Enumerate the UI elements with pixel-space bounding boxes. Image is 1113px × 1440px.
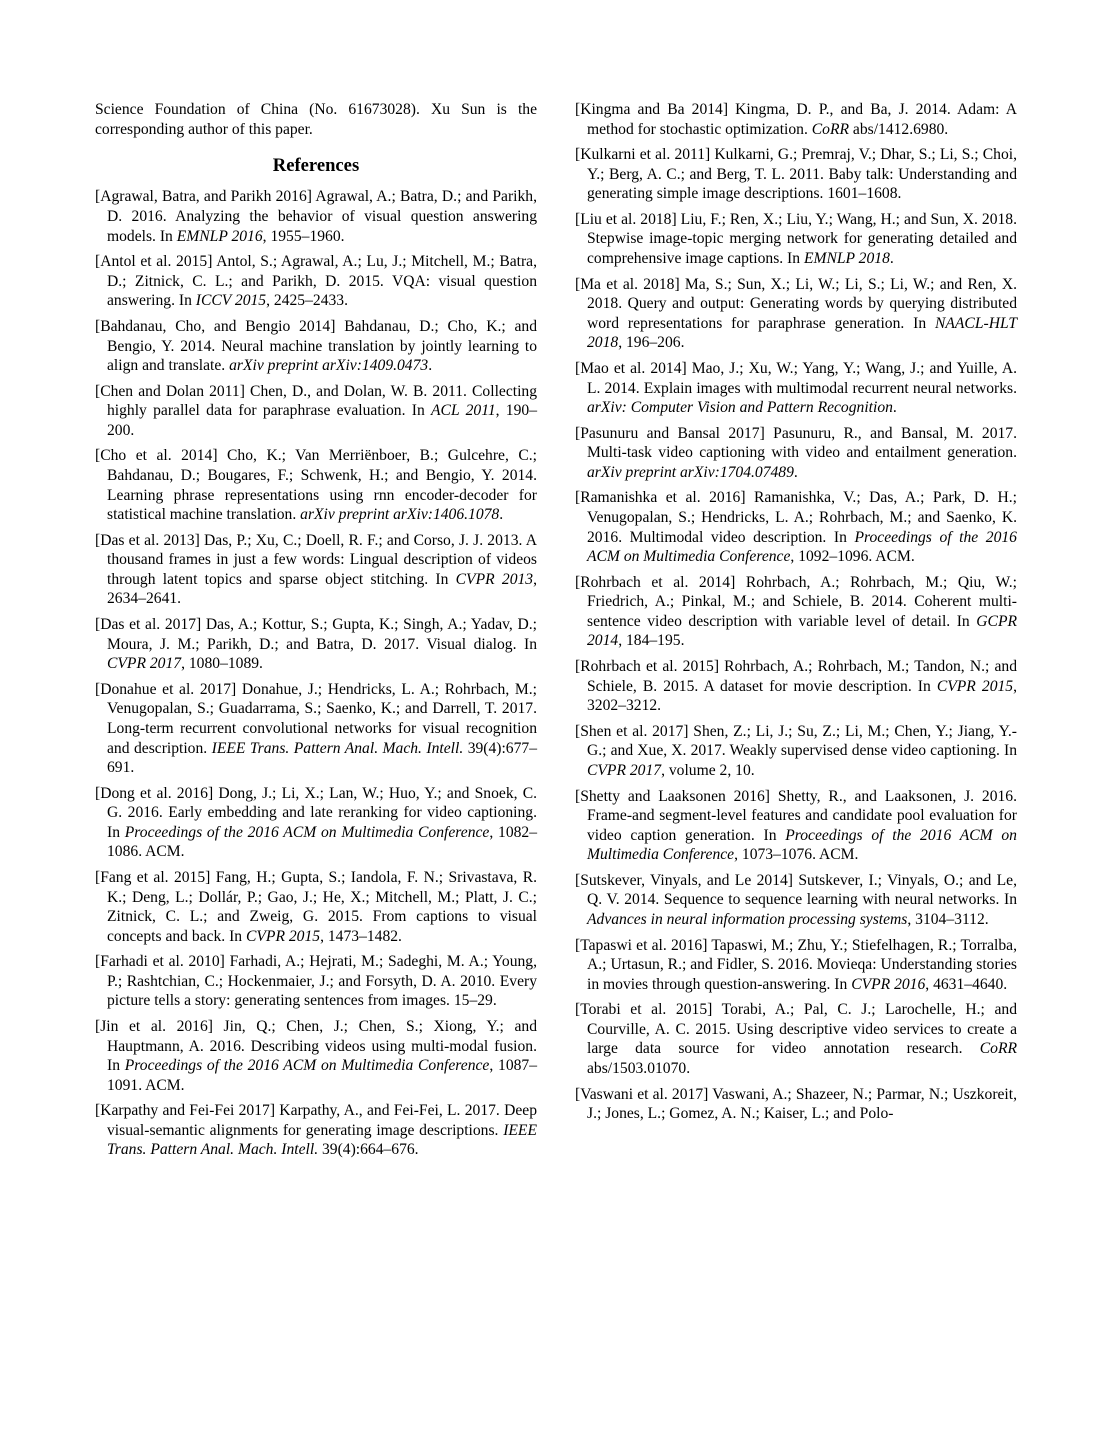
reference-venue: IEEE Trans. Pattern Anal. Mach. Intell.	[211, 739, 464, 757]
reference-text: , 1080–1089.	[181, 655, 263, 673]
reference-venue: NAACL-HLT 2018	[587, 314, 1017, 352]
reference-text: [Tapaswi et al. 2016] Tapaswi, M.; Zhu, Y.; Stiefelhagen, R.; Torralba, A.; Urtasun, R.; and Fidler, S. 2016. Movieqa: Understanding stories in movies through question-answering. In	[575, 936, 1017, 993]
column-right	[575, 100, 1017, 1166]
reference-entry	[575, 488, 1017, 566]
reference-text: [Dong et al. 2016] Dong, J.; Li, X.; Lan, W.; Huo, Y.; and Snoek, C. G. 2016. Early embedding and late reranking for video captioning. In	[95, 784, 537, 841]
reference-venue: CVPR 2017	[107, 655, 182, 673]
references-column-left	[95, 187, 537, 1160]
reference-text: , 3104–3112.	[907, 910, 989, 928]
reference-entry	[575, 359, 1017, 418]
reference-text: [Pasunuru and Bansal 2017] Pasunuru, R., and Bansal, M. 2017. Multi-task video captioning with video and entailment generation.	[575, 424, 1017, 462]
reference-entry	[575, 424, 1017, 483]
reference-venue: IEEE Trans. Pattern Anal. Mach. Intell.	[107, 1121, 537, 1159]
reference-venue: GCPR 2014	[587, 612, 1017, 650]
reference-text: [Vaswani et al. 2017] Vaswani, A.; Shazeer, N.; Parmar, N.; Uszkoreit, J.; Jones, L.; Gomez, A. N.; Kaiser, L.; and Polo-	[575, 1085, 1017, 1123]
reference-entry	[575, 100, 1017, 139]
reference-venue: EMNLP 2018	[803, 250, 890, 268]
reference-text: , 1955–1960.	[262, 227, 345, 245]
reference-text: , 190–200.	[107, 402, 537, 439]
reference-venue: EMNLP 2016	[176, 227, 263, 245]
reference-text: [Antol et al. 2015] Antol, S.; Agrawal, A.; Lu, J.; Mitchell, M.; Batra, D.; Zitnick, C. L.; and Parikh, D. 2015. VQA: visual question answering. In	[95, 253, 537, 310]
reference-text: , 1473–1482.	[320, 927, 402, 945]
reference-venue: Proceedings of the 2016 ACM on Multimedia Conference	[587, 528, 1017, 566]
reference-entry	[95, 382, 537, 441]
reference-text: [Mao et al. 2014] Mao, J.; Xu, W.; Yang, Y.; Wang, J.; and Yuille, A. L. 2014. Explain images with multimodal recurrent neural networks.	[575, 359, 1017, 397]
reference-venue: arXiv preprint arXiv:1406.1078	[300, 506, 500, 524]
reference-text: [Jin et al. 2016] Jin, Q.; Chen, J.; Chen, S.; Xiong, Y.; and Hauptmann, A. 2016. Describing videos using multi-modal fusion. In	[95, 1018, 537, 1075]
reference-venue: CVPR 2015	[936, 677, 1014, 695]
reference-venue: Proceedings of the 2016 ACM on Multimedia Conference	[124, 823, 490, 841]
acknowledgment-text: Science Foundation of China (No. 61673028). Xu Sun is the corresponding author of this paper.	[95, 101, 537, 138]
reference-text: , 1082–1086. ACM.	[107, 823, 537, 861]
reference-entry	[575, 1000, 1017, 1078]
reference-text: [Rohrbach et al. 2014] Rohrbach, A.; Rohrbach, M.; Qiu, W.; Friedrich, A.; Pinkal, M.; and Schiele, B. 2014. Coherent multi-sentence video description with variable level of detail. In	[575, 573, 1017, 630]
reference-entry	[575, 936, 1017, 995]
reference-venue: arXiv preprint arXiv:1704.07489	[587, 463, 794, 481]
reference-text: [Das et al. 2017] Das, A.; Kottur, S.; Gupta, K.; Singh, A.; Yadav, D.; Moura, J. M.; Parikh, D.; and Batra, D. 2017. Visual dialog. In	[95, 616, 537, 653]
reference-venue: CoRR	[979, 1040, 1017, 1058]
reference-text: , volume 2, 10.	[661, 761, 755, 779]
reference-text: [Kingma and Ba 2014] Kingma, D. P., and Ba, J. 2014. Adam: A method for stochastic optimization.	[575, 101, 1017, 138]
reference-text: [Shen et al. 2017] Shen, Z.; Li, J.; Su, Z.; Li, M.; Chen, Y.; Jiang, Y.-G.; and Xue, X. 2017. Weakly supervised dense video captioning. In	[575, 722, 1017, 760]
reference-entry	[575, 275, 1017, 353]
reference-text: [Ramanishka et al. 2016] Ramanishka, V.; Das, A.; Park, D. H.; Venugopalan, S.; Hendricks, L. A.; Rohrbach, M.; and Saenko, K. 2016. Multimodal video description. In	[575, 489, 1017, 546]
reference-text: [Kulkarni et al. 2011] Kulkarni, G.; Premraj, V.; Dhar, S.; Li, S.; Choi, Y.; Berg, A. C.; and Berg, T. L. 2011. Baby talk: Understanding and generating simple image descriptions. 1601–1608.	[575, 146, 1017, 203]
reference-text: [Donahue et al. 2017] Donahue, J.; Hendricks, L. A.; Rohrbach, M.; Venugopalan, S.; Guadarrama, S.; Saenko, K.; and Darrell, T. 2017. Long-term recurrent convolutional networks for visual recognition and description.	[95, 680, 537, 757]
reference-entry	[95, 1101, 537, 1160]
reference-entry	[95, 252, 537, 311]
reference-text: [Torabi et al. 2015] Torabi, A.; Pal, C. J.; Larochelle, H.; and Courville, A. C. 2015. Using descriptive video services to create a large data source for video annotation research.	[575, 1001, 1017, 1058]
reference-text: [Fang et al. 2015] Fang, H.; Gupta, S.; Iandola, F. N.; Srivastava, R. K.; Deng, L.; Dollár, P.; Gao, J.; He, X.; Mitchell, M.; Platt, J. C.; Zitnick, C. L.; and Zweig, G. 2015. From captions to visual concepts and back. In	[95, 868, 537, 945]
reference-entry	[95, 531, 537, 609]
reference-entry	[95, 615, 537, 674]
reference-entry	[95, 680, 537, 778]
reference-text: , 1073–1076. ACM.	[734, 846, 859, 864]
reference-venue: CVPR 2015	[246, 927, 321, 945]
reference-text: , 3202–3212.	[587, 677, 1017, 715]
reference-entry	[95, 868, 537, 946]
reference-venue: Advances in neural information processing systems	[587, 910, 908, 928]
reference-text: [Karpathy and Fei-Fei 2017] Karpathy, A., and Fei-Fei, L. 2017. Deep visual-semantic alignments for generating image descriptions.	[95, 1102, 537, 1139]
reference-entry	[575, 871, 1017, 930]
reference-venue: CVPR 2017	[587, 761, 662, 779]
reference-venue: CVPR 2016	[851, 975, 926, 993]
reference-text: , 184–195.	[618, 632, 685, 650]
reference-entry	[575, 722, 1017, 781]
column-left	[95, 100, 537, 1166]
reference-text: abs/1503.01070.	[587, 1060, 691, 1078]
reference-text: [Agrawal, Batra, and Parikh 2016] Agrawal, A.; Batra, D.; and Parikh, D. 2016. Analyzing the behavior of visual question answering models. In	[95, 188, 537, 245]
reference-text: , 2634–2641.	[107, 570, 537, 608]
reference-text: [Farhadi et al. 2010] Farhadi, A.; Hejrati, M.; Sadeghi, M. A.; Young, P.; Rashtchian, C.; Hockenmaier, J.; and Forsyth, D. A. 2010. Every picture tells a story: generating sentences from images. 15–29.	[95, 953, 537, 1010]
reference-venue: Proceedings of the 2016 ACM on Multimedia Conference	[587, 826, 1017, 864]
reference-text: , 1092–1096. ACM.	[790, 548, 915, 566]
reference-text: [Shetty and Laaksonen 2016] Shetty, R., and Laaksonen, J. 2016. Frame-and segment-level features and candidate pool evaluation for video caption generation. In	[575, 787, 1017, 844]
reference-text: .	[499, 506, 504, 524]
reference-entry	[575, 787, 1017, 865]
reference-venue: arXiv: Computer Vision and Pattern Recognition	[587, 399, 893, 417]
reference-text: , 196–206.	[618, 334, 685, 352]
reference-text: [Cho et al. 2014] Cho, K.; Van Merriënboer, B.; Gulcehre, C.; Bahdanau, D.; Bougares, F.; Schwenk, H.; and Bengio, Y. 2014. Learning phrase representations using rnn encoder-decoder for statistical machine translation.	[95, 447, 537, 524]
reference-text: [Ma et al. 2018] Ma, S.; Sun, X.; Li, W.; Li, S.; Li, W.; and Ren, X. 2018. Query and output: Generating words by querying distributed word representations for paraphrase generation. In	[575, 275, 1017, 332]
reference-text: [Rohrbach et al. 2015] Rohrbach, A.; Rohrbach, M.; Tandon, N.; and Schiele, B. 2015. A dataset for movie description. In	[575, 658, 1017, 695]
reference-entry	[95, 446, 537, 524]
reference-text: [Sutskever, Vinyals, and Le 2014] Sutskever, I.; Vinyals, O.; and Le, Q. V. 2014. Sequence to sequence learning with neural networks. In	[575, 871, 1017, 909]
reference-text: , 1087–1091. ACM.	[107, 1057, 537, 1094]
reference-text: [Das et al. 2013] Das, P.; Xu, C.; Doell, R. F.; and Corso, J. J. 2013. A thousand frames in just a few words: Lingual description of videos through latent topics and sparse object stitching. In	[95, 531, 537, 588]
reference-text: 39(4):664–676.	[318, 1141, 419, 1159]
reference-text: , 2425–2433.	[266, 292, 348, 310]
reference-text: [Bahdanau, Cho, and Bengio 2014] Bahdanau, D.; Cho, K.; and Bengio, Y. 2014. Neural machine translation by jointly learning to align and translate.	[95, 317, 537, 375]
reference-venue: CoRR	[811, 120, 850, 138]
reference-venue: ACL 2011	[431, 402, 496, 420]
reference-entry	[575, 210, 1017, 269]
references-heading: References	[272, 155, 360, 177]
reference-venue: Proceedings of the 2016 ACM on Multimedia Conference	[124, 1057, 490, 1075]
reference-text: [Liu et al. 2018] Liu, F.; Ren, X.; Liu, Y.; Wang, H.; and Sun, X. 2018. Stepwise image-topic merging network for generating detailed and comprehensive image captions. In	[575, 210, 1017, 268]
paper-page	[95, 100, 1017, 1166]
reference-text: 39(4):677–691.	[107, 739, 537, 777]
reference-entry	[95, 952, 537, 1011]
reference-entry	[575, 1085, 1017, 1124]
reference-venue: arXiv preprint arXiv:1409.0473	[229, 357, 429, 375]
reference-entry	[575, 657, 1017, 716]
reference-entry	[575, 573, 1017, 651]
references-column-right	[575, 100, 1017, 1124]
reference-text: [Chen and Dolan 2011] Chen, D., and Dolan, W. B. 2011. Collecting highly parallel data for paraphrase evaluation. In	[95, 382, 537, 420]
reference-entry	[95, 1017, 537, 1095]
reference-text: , 4631–4640.	[925, 975, 1008, 993]
reference-entry	[95, 187, 537, 246]
reference-venue: CVPR 2013	[455, 570, 534, 588]
reference-venue: ICCV 2015	[195, 292, 267, 310]
reference-entry	[95, 784, 537, 862]
reference-entry	[95, 317, 537, 376]
reference-text: abs/1412.6980.	[849, 120, 949, 138]
reference-text: .	[889, 250, 894, 268]
reference-entry	[575, 145, 1017, 204]
reference-text: .	[892, 399, 897, 417]
reference-text: .	[793, 463, 798, 481]
reference-text: .	[428, 357, 433, 375]
